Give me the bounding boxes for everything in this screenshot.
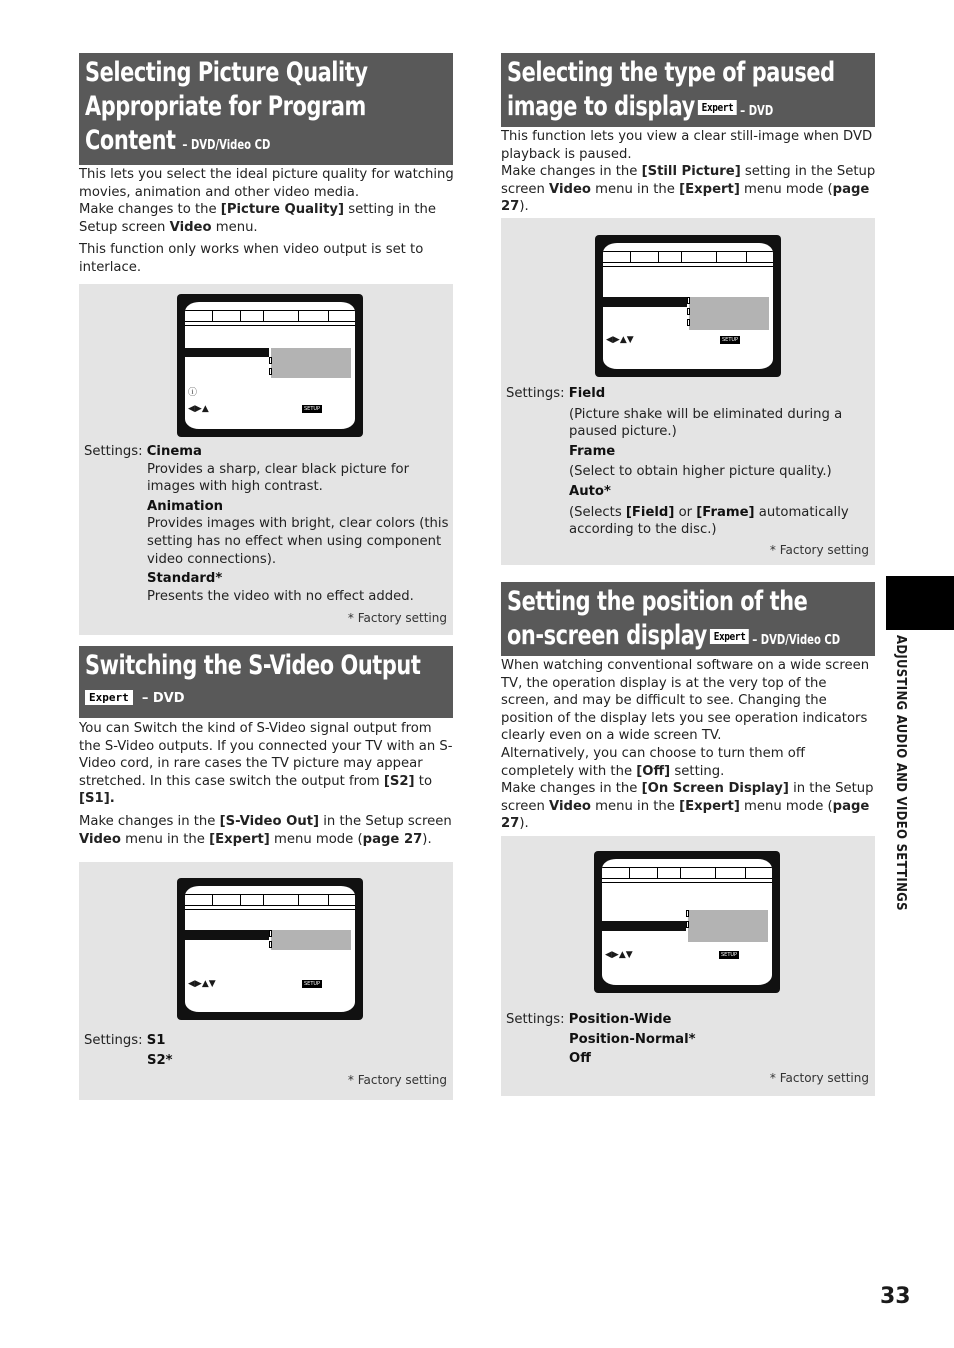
option-list (689, 297, 769, 330)
section-header-osd-position (501, 582, 875, 656)
setup-badge: SETUP (722, 337, 739, 343)
factory-note: * Factory setting (347, 611, 447, 625)
setup-badge: SETUP (304, 406, 321, 412)
page-number: 33 (880, 1284, 911, 1309)
option-auto: Auto* (569, 483, 611, 499)
option-list (271, 348, 351, 378)
chapter-side-label: ADJUSTING AUDIO AND VIDEO SETTINGS (893, 635, 908, 911)
heading-line-3: Content (85, 125, 176, 156)
heading-line-2: on-screen display (507, 620, 707, 651)
section-header-paused-image (501, 53, 875, 127)
paragraph: This function lets you view a clear still-image when DVD playback is paused. Make changes in the [Still Picture] setting in the Setup screen Video menu in the [Expert] menu mode (page 27). (501, 129, 876, 215)
option-standard: Standard* (147, 571, 223, 587)
option-s1: S1 (146, 1033, 166, 1048)
option-animation: Animation (147, 498, 224, 514)
section-body (79, 720, 455, 853)
arrow-keys-icon: ◀▶▲▼ (188, 979, 216, 989)
option-position-normal: Position-Normal* (569, 1031, 696, 1047)
paragraph: You can Switch the kind of S-Video signal output from the S-Video outputs. If you connected your TV with an S-Video cord, in rare cases the TV picture may appear stretched. In this case switch the output from [S2] to [S1]. (79, 721, 453, 807)
paragraph: When watching conventional software on a wide screen TV, the operation display is at the very top of the screen, and may be difficult to see. Changing the position of the display lets you see operation indicators clearly even on a wide screen TV. Alternatively, you can choose to turn them off completely with the [Off] setting. Make changes in the [On Screen Display] in the Setup screen Video menu in the [Expert] menu mode (page 27). (501, 658, 874, 832)
selected-menu-row (602, 921, 686, 931)
section-header-svideo (79, 646, 453, 718)
settings-label: Settings: (84, 444, 143, 459)
heading-line-1: Selecting Picture Quality (85, 57, 368, 88)
settings-panel (501, 218, 875, 565)
arrow-keys-icon: ◀▶▲ (188, 404, 209, 414)
heading-line-2: image to display (507, 91, 695, 122)
tv-screen-illustration (595, 235, 781, 377)
tv-screen-illustration (177, 878, 363, 1020)
info-icon: ⓘ (188, 388, 198, 398)
option-desc: (Selects [Field] or [Frame] automatically according to the disc.) (569, 504, 849, 538)
option-frame: Frame (569, 443, 616, 459)
heading-line-1: Setting the position of the (507, 586, 808, 617)
settings-label: Settings: (506, 386, 565, 401)
expert-badge: Expert (85, 690, 133, 705)
section-body (501, 128, 877, 216)
tv-screen-illustration (177, 294, 363, 437)
chapter-tab (886, 576, 954, 630)
option-desc: (Select to obtain higher picture quality.) (569, 464, 832, 480)
option-cinema: Cinema (146, 444, 202, 459)
paragraph: This function only works when video output is set to interlace. (79, 242, 424, 275)
settings-panel (501, 836, 875, 1096)
paragraph: Make changes in the [S-Video Out] in the Setup screen Video menu in the [Expert] menu mode (page 27). (79, 813, 452, 847)
selected-menu-row (185, 930, 269, 940)
option-off: Off (569, 1051, 591, 1067)
heading: Switching the S-Video Output (85, 650, 421, 681)
option-desc: (Picture shake will be eliminated during a paused picture.) (569, 406, 843, 440)
option-desc: Presents the video with no effect added. (147, 588, 414, 604)
heading-line-1: Selecting the type of paused (507, 57, 835, 88)
heading-line-2: Appropriate for Program (85, 91, 366, 122)
selected-menu-row (603, 297, 687, 307)
tv-screen-illustration (594, 851, 780, 993)
option-position-wide: Position-Wide (568, 1012, 672, 1027)
heading-suffix: – DVD/Video CD (182, 138, 271, 153)
selected-menu-row (185, 348, 269, 357)
section-body (501, 657, 877, 833)
arrow-keys-icon: ◀▶▲▼ (606, 335, 634, 345)
option-list (688, 910, 768, 942)
expert-badge: Expert (698, 100, 736, 115)
option-desc: Provides a sharp, clear black picture for images with high contrast. (147, 461, 409, 495)
heading-suffix: – DVD (141, 691, 185, 706)
option-s2: S2* (147, 1052, 173, 1068)
option-desc: Provides images with bright, clear colors (this setting has no effect when using component video connections). (147, 516, 449, 567)
factory-note: * Factory setting (769, 1071, 869, 1085)
factory-note: * Factory setting (769, 543, 869, 557)
arrow-keys-icon: ◀▶▲▼ (605, 950, 633, 960)
option-field: Field (568, 386, 606, 401)
setup-badge: SETUP (721, 952, 738, 958)
expert-badge: Expert (710, 629, 748, 644)
factory-note: * Factory setting (347, 1073, 447, 1087)
setup-badge: SETUP (304, 981, 321, 987)
settings-panel (79, 862, 453, 1100)
heading-suffix: – DVD/Video CD (752, 633, 841, 648)
paragraph: This lets you select the ideal picture quality for watching movies, animation and other video media. Make changes to the [Picture Quality] setting in the Setup screen Video menu. (79, 167, 454, 235)
settings-panel (79, 284, 453, 635)
settings-label: Settings: (84, 1033, 143, 1048)
heading-suffix: – DVD (740, 104, 774, 119)
section-body (79, 166, 455, 282)
section-header-picture-quality (79, 53, 453, 165)
settings-label: Settings: (506, 1012, 565, 1027)
option-list (271, 930, 351, 950)
